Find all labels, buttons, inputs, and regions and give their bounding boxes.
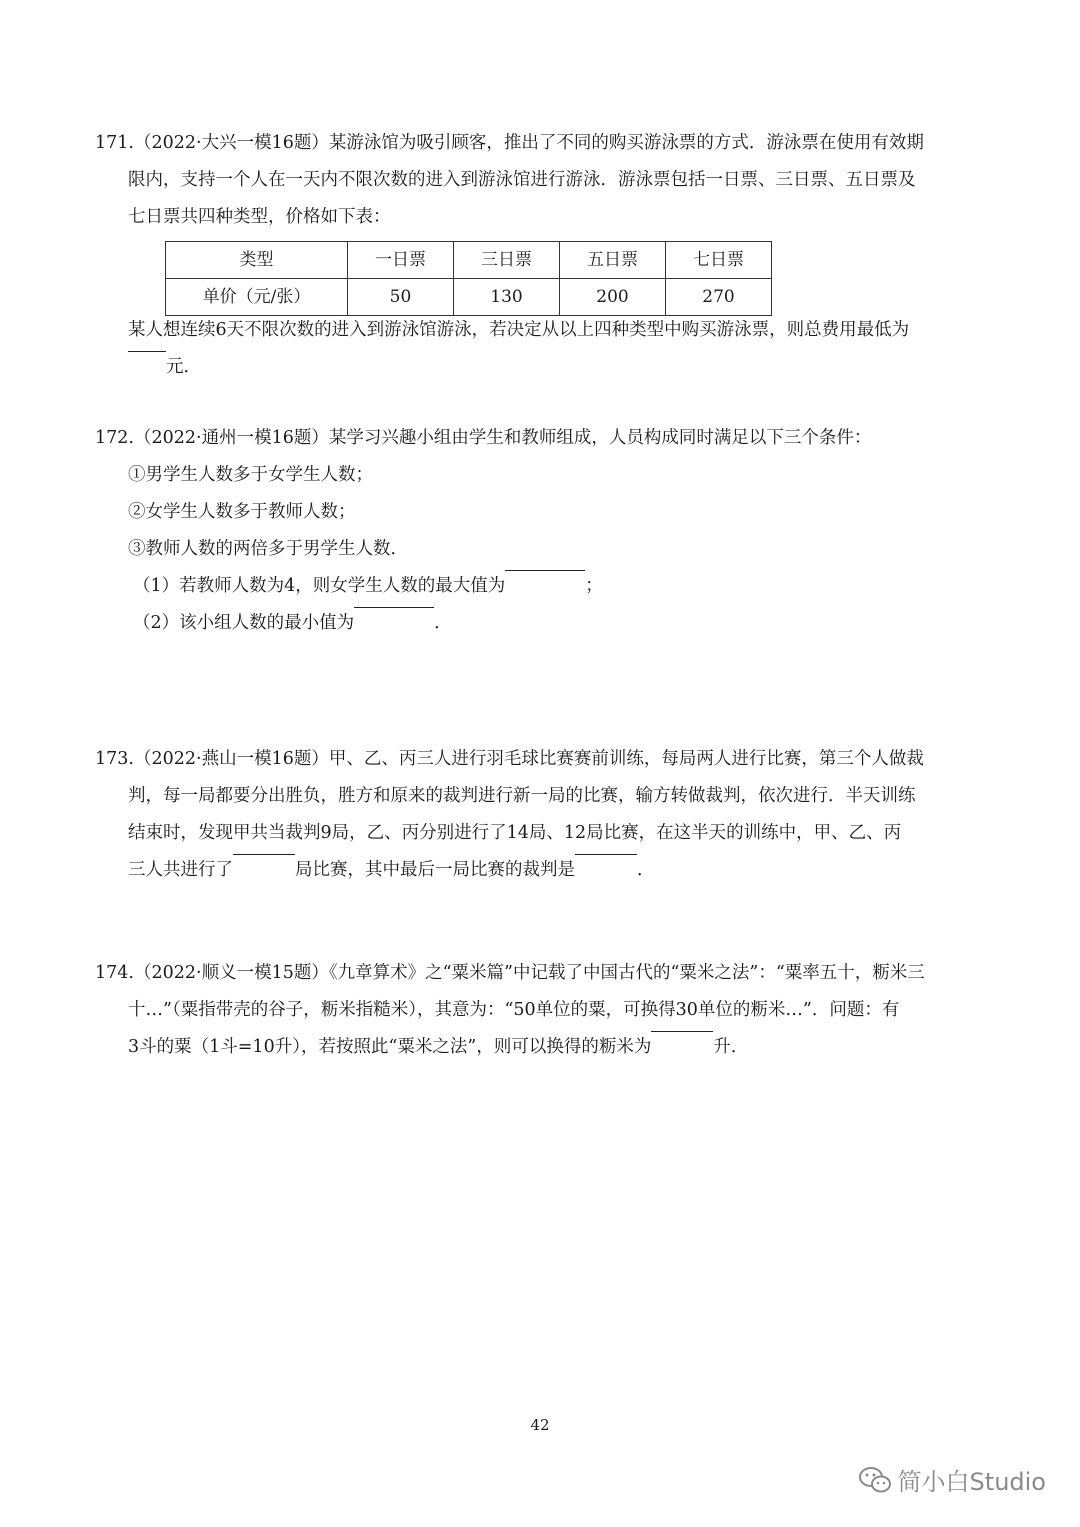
- table-cell: 50: [348, 279, 454, 316]
- answer-blank[interactable]: [505, 574, 585, 592]
- q174-line-1: 174.（2022·顺义一模15题）《九章算术》之“粟米篇”中记载了中国古代的“粟米之法”：“粟率五十，粝米三: [95, 963, 925, 983]
- watermark-text: 简小白Studio: [897, 1468, 1046, 1496]
- table-cell: 200: [560, 279, 666, 316]
- question-171-cont: [95, 312, 990, 386]
- q172-condition-2: ②女学生人数多于教师人数；: [128, 502, 356, 522]
- table-header-cell: 类型: [166, 242, 348, 279]
- q173-line-2: 判，每一局都要分出胜负，胜方和原来的裁判进行新一局的比赛，输方转做裁判，依次进行．半天训练: [128, 786, 916, 806]
- price-table: [165, 241, 772, 316]
- answer-blank[interactable]: [575, 858, 637, 876]
- q171-line-1: 171.（2022·大兴一模16题）某游泳馆为吸引顾客，推出了不同的购买游泳票的方式．游泳票在使用有效期: [95, 133, 924, 153]
- q174-line-2: 十…”（粟指带壳的谷子，粝米指糙米），其意为：“50单位的粟，可换得30单位的粝米…”．问题：有: [128, 1000, 900, 1020]
- table-cell: 单价（元/张）: [166, 279, 348, 316]
- watermark: [858, 1462, 1046, 1497]
- q171-line-5: 元．: [95, 349, 990, 386]
- table-header-cell: 一日票: [348, 242, 454, 279]
- answer-blank[interactable]: [233, 858, 295, 876]
- q171-line-4: 某人想连续6天不限次数的进入到游泳馆游泳，若决定从以上四种类型中购买游泳票，则总费用最低为: [128, 320, 910, 340]
- q172-condition-1: ①男学生人数多于女学生人数；: [128, 465, 373, 485]
- q173-line-1: 173.（2022·燕山一模16题）甲、乙、丙三人进行羽毛球比赛赛前训练，每局两人进行比赛，第三个人做裁: [95, 749, 924, 769]
- q171-line-3: 七日票共四种类型，价格如下表：: [128, 207, 391, 227]
- question-171: [95, 125, 990, 236]
- q174-line-3: 3斗的粟（1斗=10升），若按照此“粟米之法”，则可以换得的粝米为 升．: [95, 1029, 990, 1066]
- q171-line-2: 限内，支持一个人在一天内不限次数的进入到游泳馆进行游泳．游泳票包括一日票、三日票、五日票及: [128, 170, 916, 190]
- q172-sub-2: （2）该小组人数的最小值为 ．: [95, 605, 990, 642]
- table-header-cell: 五日票: [560, 242, 666, 279]
- q173-line-3: 结束时，发现甲共当裁判9局，乙、丙分别进行了14局、12局比赛，在这半天的训练中，甲、乙、丙: [128, 823, 902, 843]
- q172-condition-3: ③教师人数的两倍多于男学生人数．: [128, 539, 408, 559]
- question-172: [95, 420, 990, 642]
- answer-blank[interactable]: [651, 1035, 713, 1053]
- table-header-cell: 七日票: [666, 242, 772, 279]
- answer-blank[interactable]: [128, 355, 166, 373]
- table-cell: 270: [666, 279, 772, 316]
- question-174: [95, 955, 990, 1066]
- q172-line-1: 172.（2022·通州一模16题）某学习兴趣小组由学生和教师组成，人员构成同时满足以下三个条件：: [95, 428, 872, 448]
- question-173: [95, 741, 990, 889]
- q173-line-4: 三人共进行了 局比赛，其中最后一局比赛的裁判是 ．: [95, 852, 990, 889]
- price-table-row: [166, 279, 772, 316]
- table-header-cell: 三日票: [454, 242, 560, 279]
- table-cell: 130: [454, 279, 560, 316]
- price-table-header-row: [166, 242, 772, 279]
- wechat-icon: [858, 1466, 892, 1494]
- page-number: 42: [530, 1416, 550, 1434]
- q172-sub-1: （1）若教师人数为4，则女学生人数的最大值为 ；: [95, 568, 990, 605]
- answer-blank[interactable]: [354, 611, 434, 629]
